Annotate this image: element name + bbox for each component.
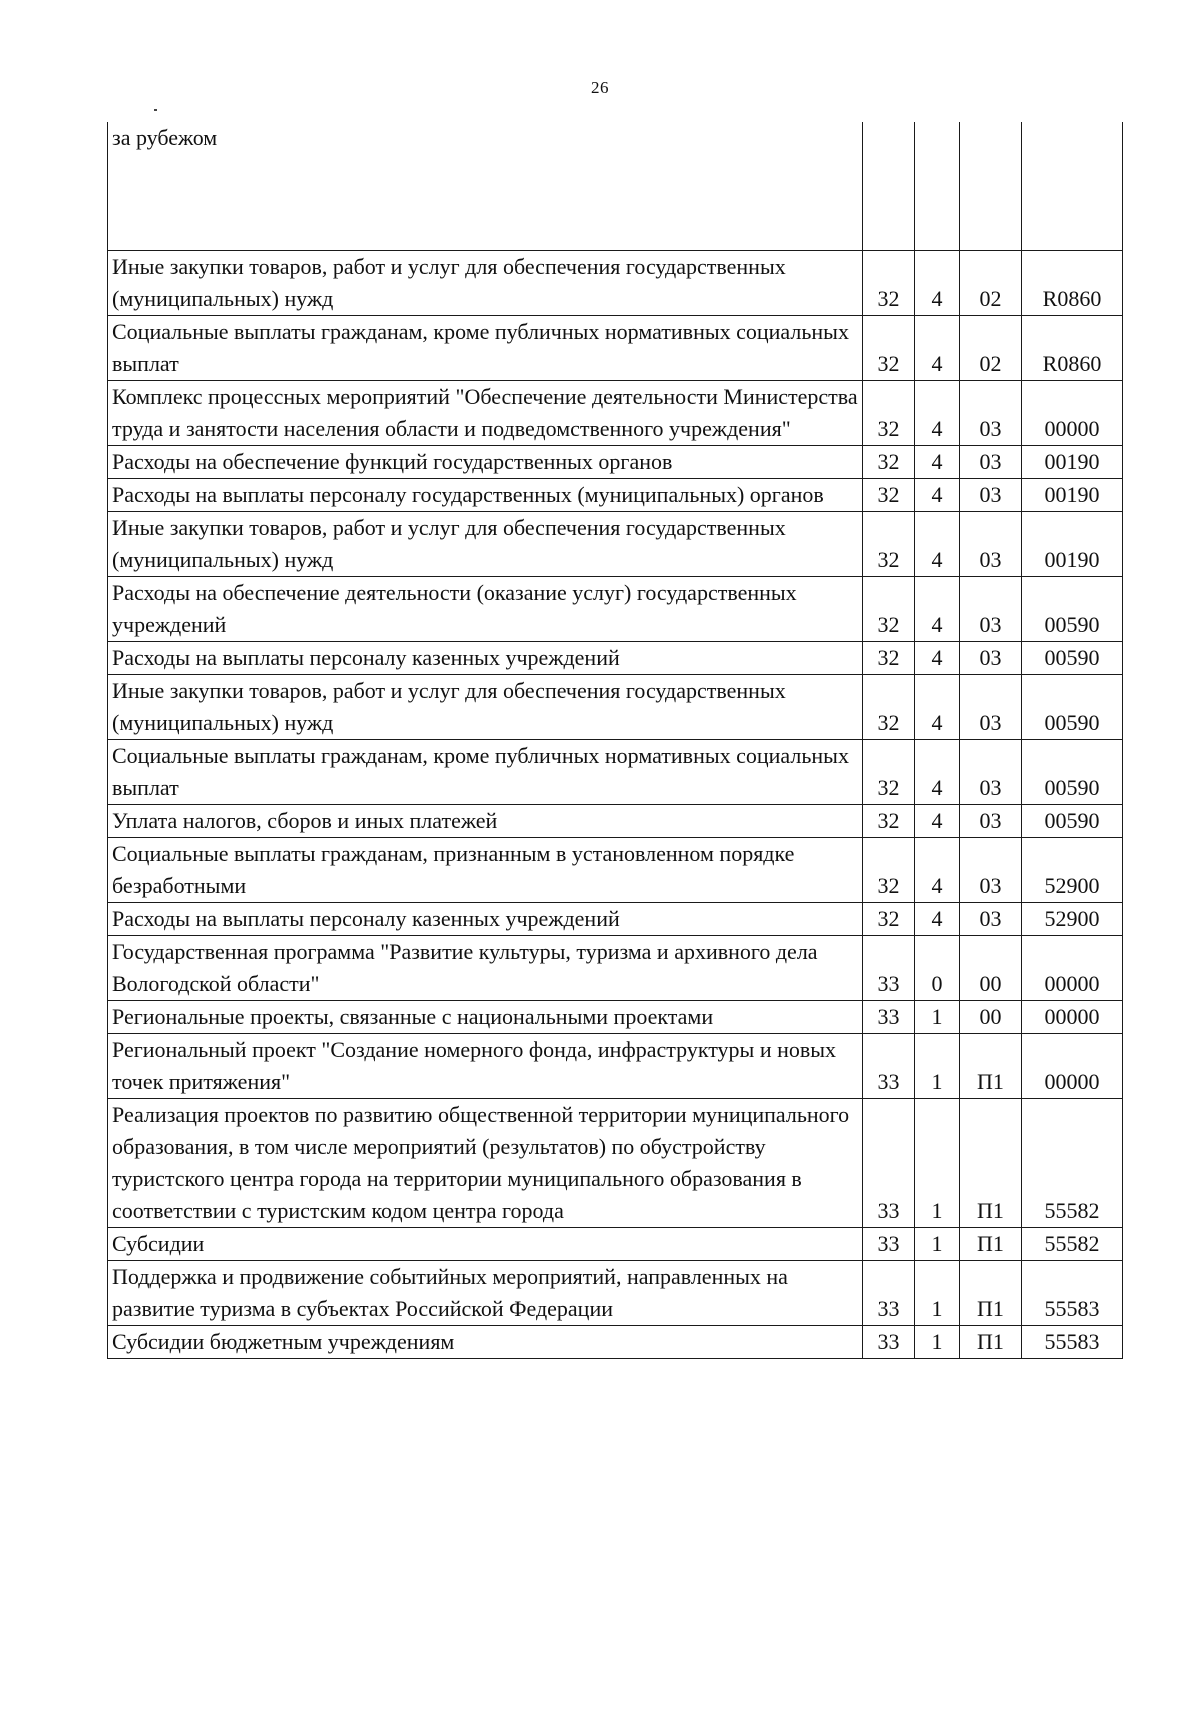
row-code-cell-c3: 03 — [960, 675, 1022, 740]
row-code-cell-c3: П1 — [960, 1326, 1022, 1359]
row-code-cell-c4: R0860 — [1022, 251, 1123, 316]
row-code-cell-c4: 00190 — [1022, 512, 1123, 577]
row-code-cell-c3 — [960, 122, 1022, 251]
row-name-cell: Расходы на выплаты персоналу государственных (муниципальных) органов — [108, 479, 863, 512]
scan-speck — [154, 109, 157, 111]
row-code-cell-c2: 4 — [915, 805, 960, 838]
row-code-cell-c1: 32 — [863, 642, 915, 675]
row-code-cell-c3: 03 — [960, 479, 1022, 512]
table-row — [108, 1001, 1123, 1034]
row-code-cell-c3: 03 — [960, 512, 1022, 577]
row-name-cell: Расходы на обеспечение функций государственных органов — [108, 446, 863, 479]
table-row — [108, 1326, 1123, 1359]
row-name-cell: Реализация проектов по развитию общественной территории муниципального образования, в том числе мероприятий (результатов) по обустройству туристского центра города на территории муниципального образования в соответствии с туристским кодом центра города — [108, 1099, 863, 1228]
table-row — [108, 577, 1123, 642]
row-name-cell: Поддержка и продвижение событийных мероприятий, направленных на развитие туризма в субъектах Российской Федерации — [108, 1261, 863, 1326]
row-name-cell: Расходы на выплаты персоналу казенных учреждений — [108, 903, 863, 936]
row-name-cell: Субсидии — [108, 1228, 863, 1261]
row-code-cell-c4: 55583 — [1022, 1326, 1123, 1359]
row-code-cell-c3: 02 — [960, 316, 1022, 381]
row-code-cell-c4: 55582 — [1022, 1228, 1123, 1261]
row-code-cell-c3: 00 — [960, 1001, 1022, 1034]
row-code-cell-c2: 4 — [915, 577, 960, 642]
row-code-cell-c2: 1 — [915, 1099, 960, 1228]
row-code-cell-c1: 32 — [863, 381, 915, 446]
row-name-cell: за рубежом — [108, 122, 863, 251]
table-row — [108, 381, 1123, 446]
row-code-cell-c2: 4 — [915, 740, 960, 805]
row-code-cell-c2: 4 — [915, 381, 960, 446]
row-name-cell: Региональные проекты, связанные с национальными проектами — [108, 1001, 863, 1034]
table-row — [108, 316, 1123, 381]
row-code-cell-c3: П1 — [960, 1034, 1022, 1099]
row-code-cell-c3: П1 — [960, 1099, 1022, 1228]
row-code-cell-c4: 00190 — [1022, 446, 1123, 479]
row-code-cell-c1: 32 — [863, 675, 915, 740]
row-code-cell-c4: 00590 — [1022, 675, 1123, 740]
row-name-cell: Государственная программа "Развитие культуры, туризма и архивного дела Вологодской области" — [108, 936, 863, 1001]
table-row — [108, 1099, 1123, 1228]
row-code-cell-c4: R0860 — [1022, 316, 1123, 381]
table-row — [108, 446, 1123, 479]
row-code-cell-c4 — [1022, 122, 1123, 251]
budget-table — [107, 122, 1123, 1359]
row-code-cell-c1: 32 — [863, 479, 915, 512]
row-code-cell-c3: 02 — [960, 251, 1022, 316]
row-name-cell: Социальные выплаты гражданам, признанным в установленном порядке безработными — [108, 838, 863, 903]
budget-table-body — [108, 122, 1123, 1359]
row-code-cell-c1: 32 — [863, 740, 915, 805]
row-code-cell-c2: 1 — [915, 1228, 960, 1261]
row-code-cell-c2: 4 — [915, 316, 960, 381]
row-code-cell-c1: 32 — [863, 251, 915, 316]
row-code-cell-c1: 33 — [863, 1261, 915, 1326]
row-code-cell-c3: 03 — [960, 740, 1022, 805]
row-code-cell-c1: 32 — [863, 838, 915, 903]
table-row — [108, 1261, 1123, 1326]
row-code-cell-c1 — [863, 122, 915, 251]
row-name-cell: Субсидии бюджетным учреждениям — [108, 1326, 863, 1359]
row-code-cell-c1: 32 — [863, 512, 915, 577]
row-code-cell-c3: 03 — [960, 577, 1022, 642]
row-code-cell-c4: 00000 — [1022, 1034, 1123, 1099]
row-code-cell-c2: 4 — [915, 512, 960, 577]
row-name-cell: Комплекс процессных мероприятий "Обеспечение деятельности Министерства труда и занятости населения области и подведомственного учреждения" — [108, 381, 863, 446]
row-name-cell: Социальные выплаты гражданам, кроме публичных нормативных социальных выплат — [108, 740, 863, 805]
row-code-cell-c2: 1 — [915, 1001, 960, 1034]
table-row — [108, 122, 1123, 251]
row-code-cell-c1: 33 — [863, 1326, 915, 1359]
row-code-cell-c4: 00590 — [1022, 577, 1123, 642]
table-row — [108, 251, 1123, 316]
row-name-cell: Расходы на обеспечение деятельности (оказание услуг) государственных учреждений — [108, 577, 863, 642]
row-code-cell-c3: 03 — [960, 838, 1022, 903]
row-code-cell-c4: 00000 — [1022, 1001, 1123, 1034]
row-code-cell-c2: 4 — [915, 903, 960, 936]
page-number: 26 — [591, 78, 609, 97]
row-code-cell-c4: 52900 — [1022, 838, 1123, 903]
table-row — [108, 675, 1123, 740]
row-code-cell-c1: 33 — [863, 936, 915, 1001]
table-row — [108, 838, 1123, 903]
row-code-cell-c1: 33 — [863, 1099, 915, 1228]
row-code-cell-c2: 4 — [915, 642, 960, 675]
row-code-cell-c4: 55582 — [1022, 1099, 1123, 1228]
row-code-cell-c3: П1 — [960, 1261, 1022, 1326]
row-code-cell-c3: 03 — [960, 642, 1022, 675]
row-code-cell-c2: 1 — [915, 1261, 960, 1326]
row-code-cell-c4: 00590 — [1022, 805, 1123, 838]
row-code-cell-c2: 1 — [915, 1326, 960, 1359]
table-row — [108, 1228, 1123, 1261]
row-code-cell-c4: 00000 — [1022, 381, 1123, 446]
row-code-cell-c2: 4 — [915, 675, 960, 740]
row-code-cell-c1: 33 — [863, 1228, 915, 1261]
row-name-cell: Расходы на выплаты персоналу казенных учреждений — [108, 642, 863, 675]
table-row — [108, 740, 1123, 805]
row-code-cell-c1: 33 — [863, 1001, 915, 1034]
row-name-cell: Уплата налогов, сборов и иных платежей — [108, 805, 863, 838]
row-code-cell-c3: 03 — [960, 805, 1022, 838]
row-name-cell: Социальные выплаты гражданам, кроме публичных нормативных социальных выплат — [108, 316, 863, 381]
row-code-cell-c4: 55583 — [1022, 1261, 1123, 1326]
row-name-cell: Иные закупки товаров, работ и услуг для обеспечения государственных (муниципальных) нужд — [108, 251, 863, 316]
row-code-cell-c4: 00590 — [1022, 740, 1123, 805]
row-code-cell-c2: 4 — [915, 838, 960, 903]
table-row — [108, 805, 1123, 838]
row-code-cell-c4: 00590 — [1022, 642, 1123, 675]
row-code-cell-c4: 52900 — [1022, 903, 1123, 936]
table-row — [108, 903, 1123, 936]
row-code-cell-c3: 00 — [960, 936, 1022, 1001]
row-code-cell-c1: 32 — [863, 805, 915, 838]
row-code-cell-c1: 33 — [863, 1034, 915, 1099]
row-code-cell-c2 — [915, 122, 960, 251]
row-name-cell: Иные закупки товаров, работ и услуг для обеспечения государственных (муниципальных) нужд — [108, 512, 863, 577]
row-code-cell-c3: П1 — [960, 1228, 1022, 1261]
row-code-cell-c3: 03 — [960, 903, 1022, 936]
table-row — [108, 936, 1123, 1001]
row-name-cell: Иные закупки товаров, работ и услуг для обеспечения государственных (муниципальных) нужд — [108, 675, 863, 740]
row-code-cell-c3: 03 — [960, 381, 1022, 446]
row-code-cell-c2: 4 — [915, 479, 960, 512]
row-code-cell-c2: 1 — [915, 1034, 960, 1099]
row-code-cell-c1: 32 — [863, 316, 915, 381]
row-code-cell-c1: 32 — [863, 446, 915, 479]
row-code-cell-c4: 00190 — [1022, 479, 1123, 512]
table-row — [108, 642, 1123, 675]
row-code-cell-c3: 03 — [960, 446, 1022, 479]
row-code-cell-c1: 32 — [863, 577, 915, 642]
row-name-cell: Региональный проект "Создание номерного фонда, инфраструктуры и новых точек притяжения" — [108, 1034, 863, 1099]
row-code-cell-c2: 0 — [915, 936, 960, 1001]
row-code-cell-c2: 4 — [915, 251, 960, 316]
row-code-cell-c4: 00000 — [1022, 936, 1123, 1001]
table-row — [108, 1034, 1123, 1099]
row-code-cell-c1: 32 — [863, 903, 915, 936]
table-row — [108, 479, 1123, 512]
row-code-cell-c2: 4 — [915, 446, 960, 479]
table-row — [108, 512, 1123, 577]
